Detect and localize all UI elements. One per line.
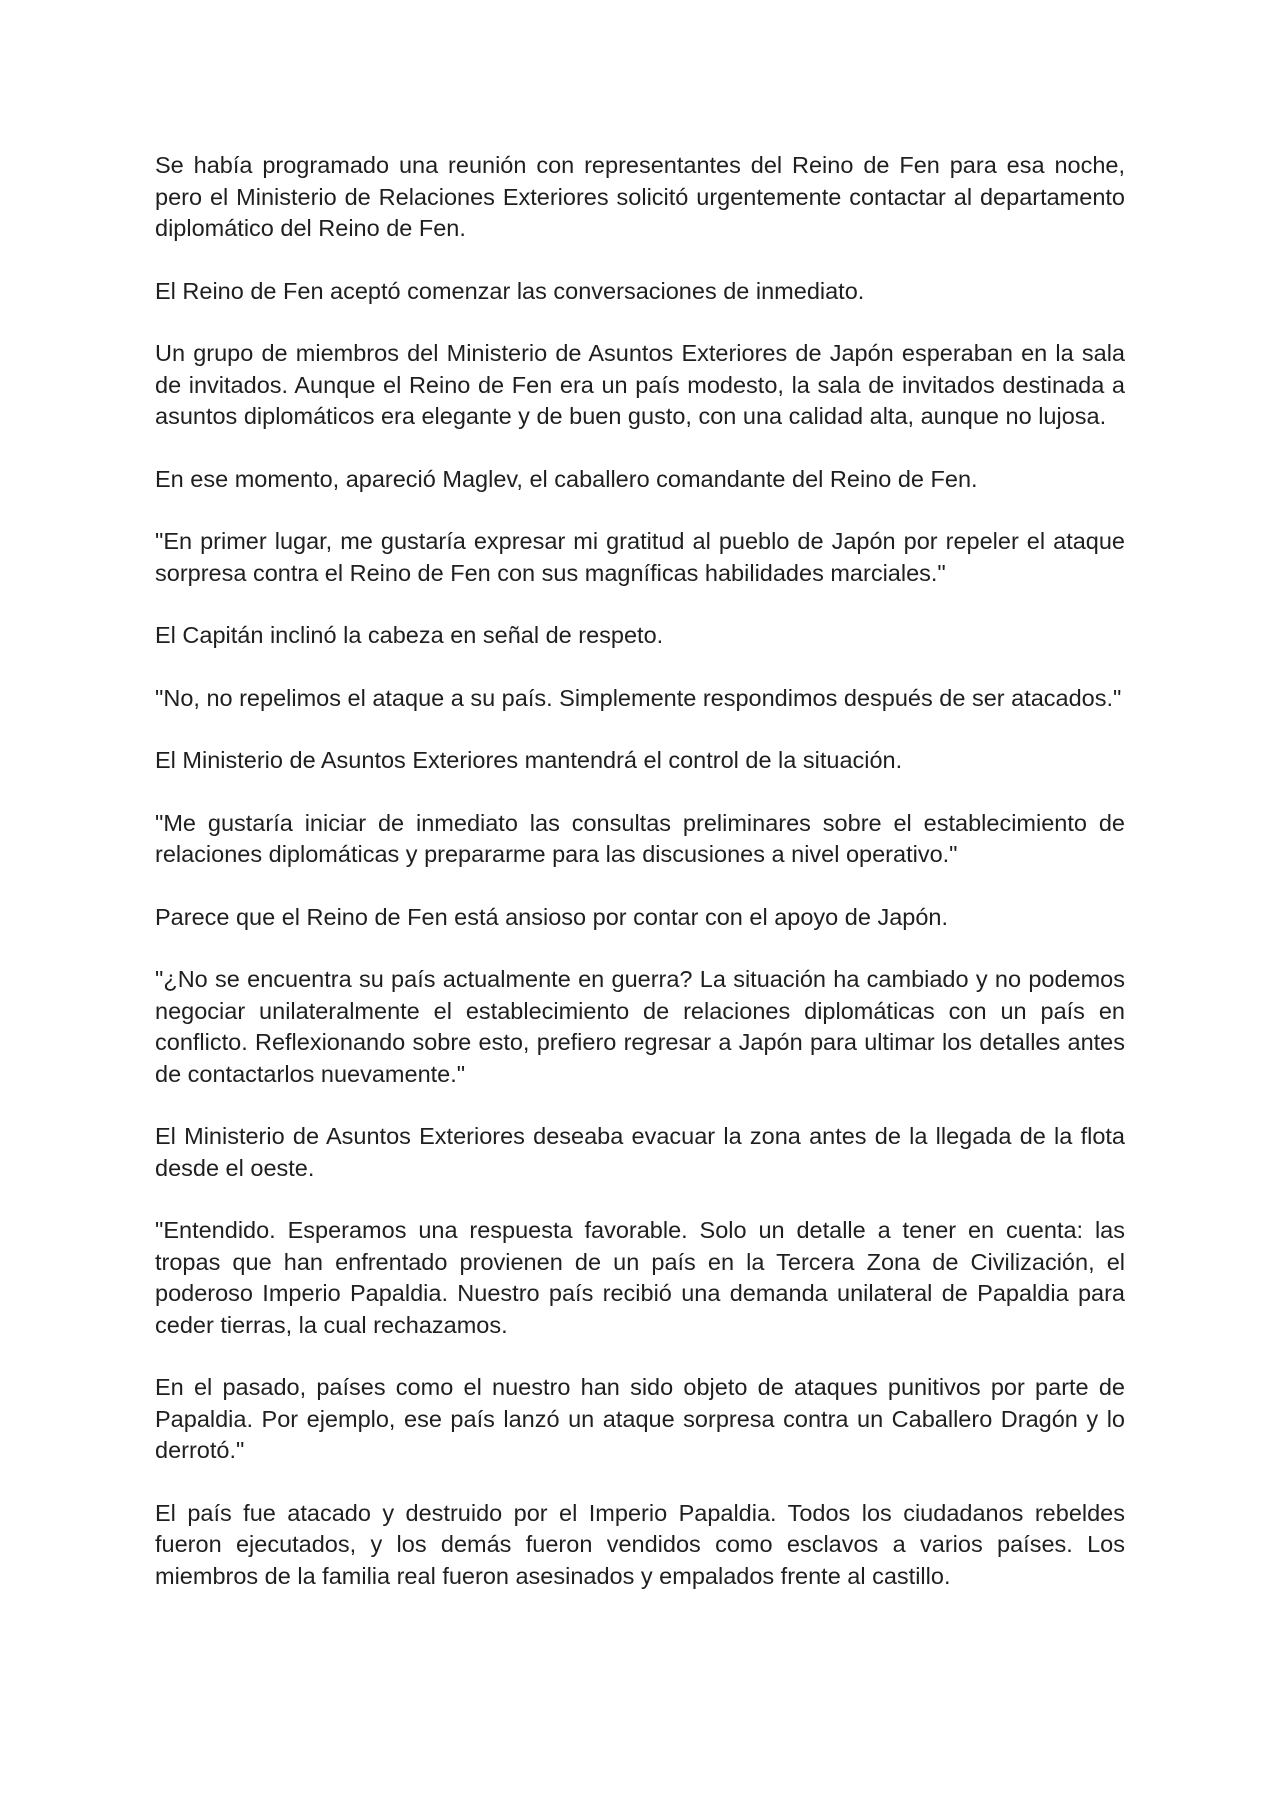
document-body (155, 150, 1125, 1623)
paragraph-6: El Capitán inclinó la cabeza en señal de respeto. (155, 622, 664, 648)
paragraph-13: "Entendido. Esperamos una respuesta favorable. Solo un detalle a tener en cuenta: las tropas que han enfrentado provienen de un país en la Tercera Zona de Civilización, el poderoso Imperio Papaldia. Nuestro país recibió una demanda unilateral de Papaldia para ceder tierras, la cual rechazamos. (155, 1217, 1125, 1338)
paragraph-4: En ese momento, apareció Maglev, el caballero comandante del Reino de Fen. (155, 465, 978, 492)
paragraph-10: Parece que el Reino de Fen está ansioso por contar con el apoyo de Japón. (155, 903, 948, 930)
paragraph-3: Un grupo de miembros del Ministerio de Asuntos Exteriores de Japón esperaban en la sala de invitados. Aunque el Reino de Fen era un país modesto, la sala de invitados destinada a asuntos diplomáticos era elegante y de buen gusto, con una calidad alta, aunque no lujosa. (155, 340, 1125, 429)
paragraph-14: En el pasado, países como el nuestro han sido objeto de ataques punitivos por parte de Papaldia. Por ejemplo, ese país lanzó un ataque sorpresa contra un Caballero Dragón y lo derrotó." (155, 1374, 1125, 1463)
paragraph-5: "En primer lugar, me gustaría expresar mi gratitud al pueblo de Japón por repeler el ataque sorpresa contra el Reino de Fen con sus magníficas habilidades marciales." (155, 528, 1125, 586)
paragraph-7: "No, no repelimos el ataque a su país. Simplemente respondimos después de ser atacados." (155, 684, 1122, 711)
paragraph-12: El Ministerio de Asuntos Exteriores deseaba evacuar la zona antes de la llegada de la flota desde el oeste. (155, 1123, 1125, 1181)
paragraph-11: "¿No se encuentra su país actualmente en guerra? La situación ha cambiado y no podemos negociar unilateralmente el establecimiento de relaciones diplomáticas con un país en conflicto. Reflexionando sobre esto, prefiero regresar a Japón para ultimar los detalles antes de contactarlos nuevamente." (155, 966, 1125, 1087)
paragraph-15: El país fue atacado y destruido por el Imperio Papaldia. Todos los ciudadanos rebeldes fueron ejecutados, y los demás fueron vendidos como esclavos a varios países. Los miembros de la familia real fueron asesinados y empalados frente al castillo. (155, 1499, 1125, 1589)
paragraph-9: "Me gustaría iniciar de inmediato las consultas preliminares sobre el establecimiento de relaciones diplomáticas y prepararme para las discusiones a nivel operativo." (155, 809, 1125, 867)
paragraph-8: El Ministerio de Asuntos Exteriores mantendrá el control de la situación. (155, 747, 903, 773)
paragraph-2: El Reino de Fen aceptó comenzar las conversaciones de inmediato. (155, 277, 865, 304)
paragraph-1: Se había programado una reunión con representantes del Reino de Fen para esa noche, pero el Ministerio de Relaciones Exteriores solicitó urgentemente contactar al departamento diplomático del Reino de Fen. (155, 152, 1125, 241)
